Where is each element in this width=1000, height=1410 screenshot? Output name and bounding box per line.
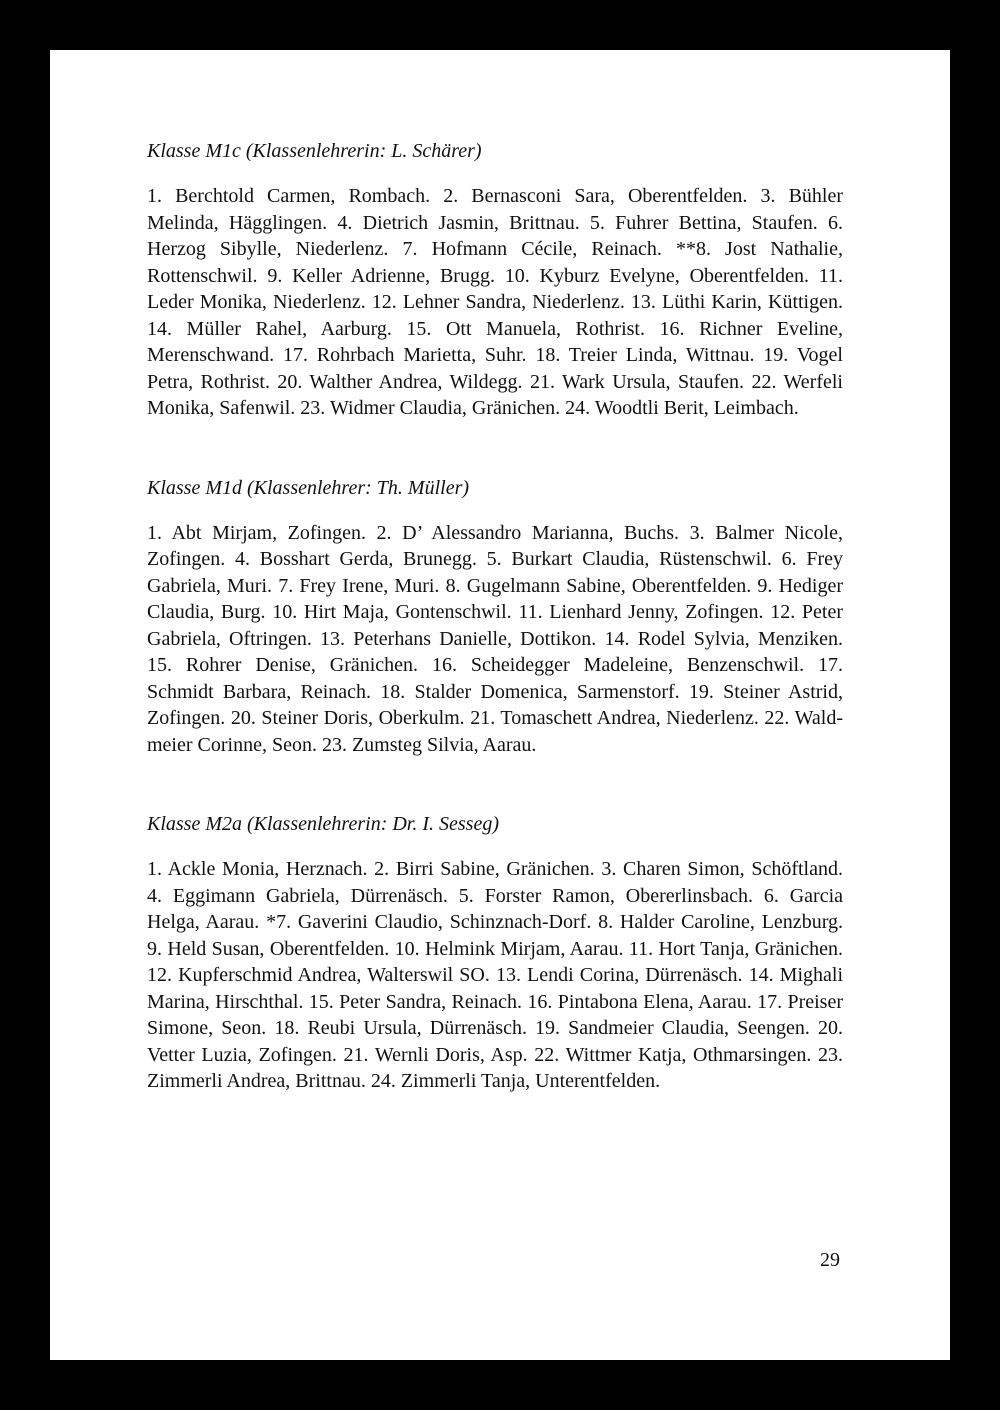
class-section-m2a xyxy=(147,811,843,1095)
student-list: 1. Ackle Monia, Herznach. 2. Birri Sabine, Gränichen. 3. Charen Simon, Schöftland. 4. Eggimann Gabriela, Dürrenäsch. 5. Forster Ramon, Obererlinsbach. 6. Garcia Helga, Aarau. *7. Gaverini Claudio, Schinznach-Dorf. 8. Halder Caroline, Lenzburg. 9. Held Susan, Oberentfelden. 10. Helmink Mirjam, Aarau. 11. Hort Tanja, Gränichen. 12. Kupferschmid Andrea, Walterswil SO. 13. Lendi Corina, Dürrenäsch. 14. Mighali Marina, Hirschthal. 15. Peter Sandra, Reinach. 16. Pintabona Elena, Aarau. 17. Preiser Simone, Seon. 18. Reubi Ursula, Dürrenäsch. 19. Sandmeier Claudia, Seengen. 20. Vetter Luzia, Zofingen. 21. Wernli Doris, Asp. 22. Wittmer Katja, Othmarsingen. 23. Zimmerli Andrea, Brittnau. 24. Zimmerli Tanja, Unterentfelden. xyxy=(147,858,843,1092)
section-heading: Klasse M2a (Klassenlehrerin: Dr. I. Sesseg) xyxy=(147,813,500,835)
class-section-m1c xyxy=(147,138,843,422)
page-number: 29 xyxy=(820,1249,840,1271)
document-page xyxy=(50,50,950,1360)
page-content xyxy=(147,138,843,1148)
section-heading: Klasse M1c (Klassenlehrerin: L. Schärer) xyxy=(147,140,482,162)
class-section-m1d xyxy=(147,475,843,759)
section-heading: Klasse M1d (Klassenlehrer: Th. Müller) xyxy=(147,476,470,499)
student-list: 1. Abt Mirjam, Zofingen. 2. D’ Alessandro Marianna, Buchs. 3. Balmer Nicole, Zofingen. 4. Bosshart Gerda, Brunegg. 5. Burkart Claudia, Rüstenschwil. 6. Frey Gabriela, Muri. 7. Frey Irene, Muri. 8. Gugelmann Sabine, Oberentfelden. 9. Hediger Claudia, Burg. 10. Hirt Maja, Gontenschwil. 11. Lienhard Jenny, Zofingen. 12. Peter Gabriela, Oftringen. 13. Peterhans Danielle, Dottikon. 14. Rodel Sylvia, Menziken. 15. Rohrer Denise, Gränichen. 16. Scheidegger Madeleine, Benzenschwil. 17. Schmidt Barbara, Reinach. 18. Stalder Domenica, Sarmenstorf. 19. Steiner Astrid, Zofingen. 20. Steiner Doris, Oberkulm. 21. Tomaschett Andrea, Niederlenz. 22. Waldmeier Corinne, Seon. 23. Zumsteg Silvia, Aarau. xyxy=(147,521,843,756)
student-list: 1. Berchtold Carmen, Rombach. 2. Bernasconi Sara, Oberentfelden. 3. Bühler Melinda, Hägglingen. 4. Dietrich Jasmin, Brittnau. 5. Fuhrer Bettina, Staufen. 6. Herzog Sibylle, Niederlenz. 7. Hofmann Cécile, Reinach. **8. Jost Nathalie, Rottenschwil. 9. Keller Adrienne, Brugg. 10. Kyburz Evelyne, Oberentfelden. 11. Leder Monika, Niederlenz. 12. Lehner Sandra, Niederlenz. 13. Lüthi Karin, Küttigen. 14. Müller Rahel, Aarburg. 15. Ott Manuela, Rothrist. 16. Richner Eveline, Merenschwand. 17. Rohrbach Marietta, Suhr. 18. Treier Linda, Wittnau. 19. Vogel Petra, Rothrist. 20. Walther Andrea, Wildegg. 21. Wark Ursula, Staufen. 22. Werfeli Monika, Safenwil. 23. Widmer Claudia, Gränichen. 24. Woodtli Berit, Leimbach. xyxy=(147,185,843,419)
